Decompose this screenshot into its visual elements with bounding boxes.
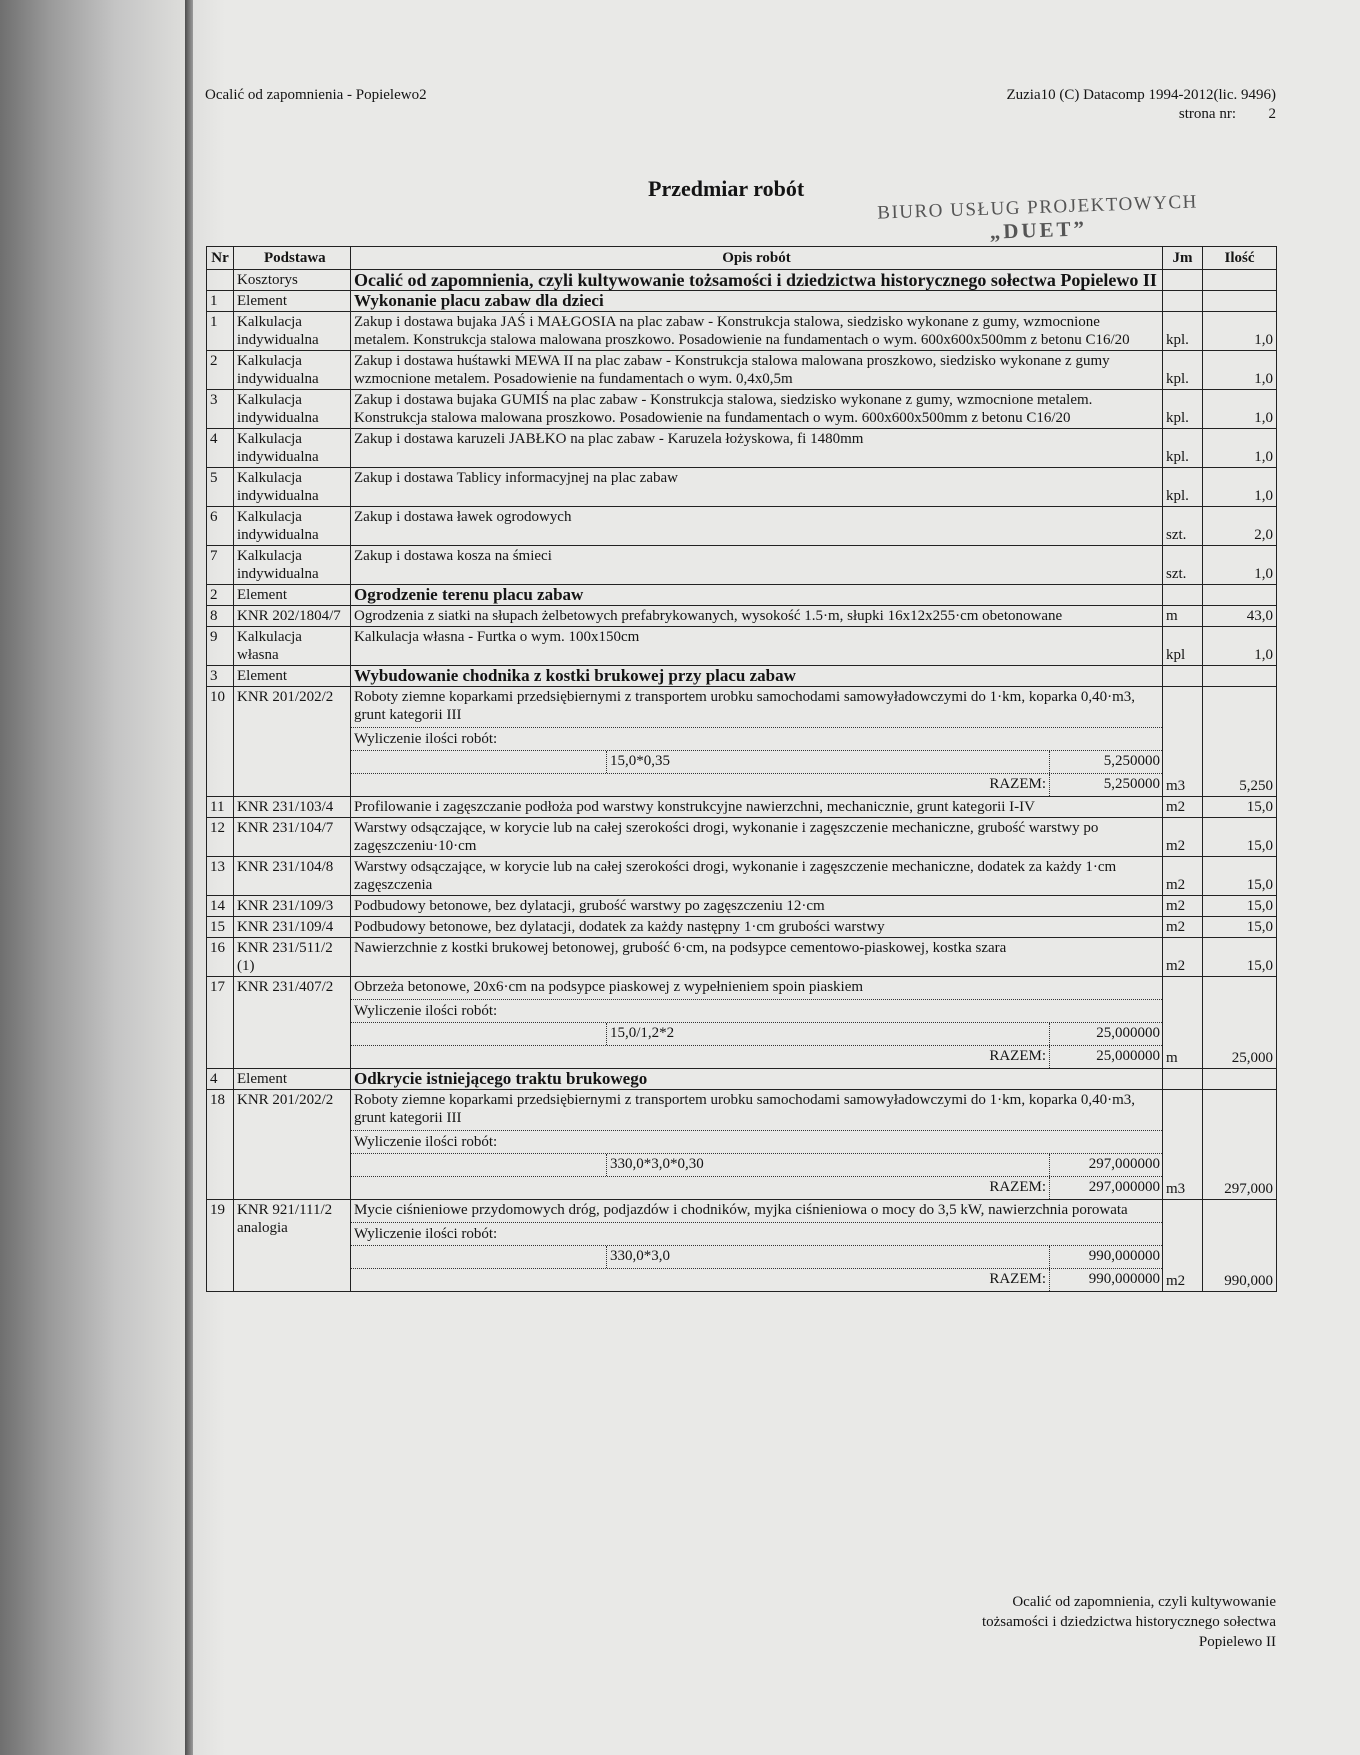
row-nr: 9: [207, 627, 234, 666]
row-podstawa: Kalkulacja własna: [234, 627, 351, 666]
row-jm: kpl.: [1163, 351, 1203, 390]
element-title: Wybudowanie chodnika z kostki brukowej przy placu zabaw: [351, 666, 1163, 687]
table-row: [207, 1200, 1277, 1292]
row-opis: Warstwy odsączające, w korycie lub na całej szerokości drogi, wykonanie i zagęszczenie mechaniczne, dodatek za każdy 1·cm zagęszczenia: [351, 857, 1163, 896]
row-jm: kpl.: [1163, 468, 1203, 507]
row-podstawa: Element: [234, 666, 351, 687]
calculation-value: 5,250000: [1049, 751, 1162, 773]
calculation-block: [351, 687, 1162, 796]
row-opis: Zakup i dostawa karuzeli JABŁKO na plac zabaw - Karuzela łożyskowa, fi 1480mm: [351, 429, 1163, 468]
page-indicator: [1006, 105, 1276, 124]
table-header-row: [207, 247, 1277, 270]
kosztorys-jm: [1163, 270, 1203, 291]
row-ilosc: 15,0: [1203, 896, 1277, 917]
table-row: [207, 468, 1277, 507]
row-opis: Warstwy odsączające, w korycie lub na całej szerokości drogi, wykonanie i zagęszczenie mechaniczne, grubość warstwy po zagęszczeniu·10·cm: [351, 818, 1163, 857]
razem-label: RAZEM:: [989, 1048, 1046, 1064]
col-nr: Nr: [207, 247, 234, 270]
row-nr: 14: [207, 896, 234, 917]
col-jm: Jm: [1163, 247, 1203, 270]
table-row: [207, 818, 1277, 857]
calculation-label: Wyliczenie ilości robót:: [351, 1222, 1162, 1245]
calculation-line: [351, 1022, 1162, 1045]
row-jm: m2: [1163, 896, 1203, 917]
row-nr: 19: [207, 1200, 234, 1292]
table-row: [207, 390, 1277, 429]
calculation-value: 297,000000: [1049, 1154, 1162, 1176]
row-podstawa: KNR 231/407/2: [234, 977, 351, 1069]
element-title: Ogrodzenie terenu placu zabaw: [351, 585, 1163, 606]
row-ilosc: 2,0: [1203, 507, 1277, 546]
row-ilosc: 15,0: [1203, 818, 1277, 857]
row-podstawa: Element: [234, 1069, 351, 1090]
row-opis-calculation: [351, 1200, 1163, 1292]
row-podstawa: KNR 231/104/7: [234, 818, 351, 857]
software-info: Zuzia10 (C) Datacomp 1994-2012(lic. 9496): [1006, 87, 1276, 103]
row-podstawa: KNR 201/202/2: [234, 1090, 351, 1200]
row-opis: Roboty ziemne koparkami przedsiębiernymi z transportem urobku samochodami samowyładowczymi do 1·km, koparka 0,40·m3, grunt kategorii III: [354, 689, 1136, 723]
footer: [982, 1592, 1276, 1652]
row-nr: 2: [207, 585, 234, 606]
page-label: strona nr:: [1178, 106, 1236, 122]
row-podstawa: Kalkulacja indywidualna: [234, 312, 351, 351]
row-nr: 12: [207, 818, 234, 857]
table-row: [207, 606, 1277, 627]
row-jm: m2: [1163, 857, 1203, 896]
kosztorys-row: [207, 270, 1277, 291]
row-podstawa: Kalkulacja indywidualna: [234, 546, 351, 585]
row-opis: Zakup i dostawa Tablicy informacyjnej na plac zabaw: [351, 468, 1163, 507]
row-ilosc: [1203, 1069, 1277, 1090]
calculation-block: [351, 977, 1162, 1068]
footer-line-3: Popielewo II: [1198, 1634, 1276, 1650]
row-jm: kpl.: [1163, 312, 1203, 351]
row-ilosc: 1,0: [1203, 390, 1277, 429]
calculation-value: 990,000000: [1049, 1246, 1162, 1268]
row-ilosc: 15,0: [1203, 797, 1277, 818]
razem-label: RAZEM:: [989, 1179, 1046, 1195]
row-nr: 17: [207, 977, 234, 1069]
row-podstawa: KNR 231/511/2 (1): [234, 938, 351, 977]
row-jm: m2: [1163, 917, 1203, 938]
col-opis: Opis robót: [351, 247, 1163, 270]
kosztorys-ilosc: [1203, 270, 1277, 291]
row-jm: m3: [1163, 1090, 1203, 1200]
row-opis: Podbudowy betonowe, bez dylatacji, dodatek za każdy następny 1·cm grubości warstwy: [351, 917, 1163, 938]
row-nr: 1: [207, 291, 234, 312]
row-nr: 5: [207, 468, 234, 507]
calculation-line: [351, 1153, 1162, 1176]
kosztorys-podstawa: Kosztorys: [234, 270, 351, 291]
row-jm: szt.: [1163, 507, 1203, 546]
calculation-block: [351, 1090, 1162, 1199]
row-nr: 8: [207, 606, 234, 627]
calculation-expression: 15,0*0,35: [606, 751, 1049, 773]
row-nr: 1: [207, 312, 234, 351]
row-ilosc: 15,0: [1203, 857, 1277, 896]
row-nr: 3: [207, 390, 234, 429]
footer-line-2: tożsamości i dziedzictwa historycznego sołectwa: [981, 1614, 1276, 1630]
row-podstawa: KNR 231/104/8: [234, 857, 351, 896]
row-jm: m: [1163, 977, 1203, 1069]
table-row: [207, 429, 1277, 468]
calculation-label: Wyliczenie ilości robót:: [351, 999, 1162, 1022]
row-opis: Zakup i dostawa ławek ogrodowych: [351, 507, 1163, 546]
calculation-label: Wyliczenie ilości robót:: [351, 727, 1162, 750]
razem-line: [351, 1176, 1162, 1199]
row-jm: m2: [1163, 938, 1203, 977]
calculation-expression: 330,0*3,0: [606, 1246, 1049, 1268]
row-ilosc: 1,0: [1203, 429, 1277, 468]
stamp-line-1: BIURO USŁUG PROJEKTOWYCH: [876, 191, 1199, 224]
row-ilosc: [1203, 666, 1277, 687]
page-number: 2: [1268, 106, 1276, 122]
calculation-expression: 15,0/1,2*2: [606, 1023, 1049, 1045]
footer-line-1: Ocalić od zapomnienia, czyli kultywowanie: [1012, 1594, 1276, 1610]
kosztorys-title: Ocalić od zapomnienia, czyli kultywowanie tożsamości i dziedzictwa historycznego sołectwa Popielewo II: [351, 270, 1163, 291]
row-jm: m3: [1163, 687, 1203, 797]
header-right: [1006, 86, 1276, 124]
razem-line: [351, 1268, 1162, 1291]
row-nr: 13: [207, 857, 234, 896]
row-nr: 4: [207, 429, 234, 468]
table-row: [207, 627, 1277, 666]
row-opis: Mycie ciśnieniowe przydomowych dróg, podjazdów i chodników, myjka ciśnieniowa o mocy do 3,5 kW, nawierzchnia porowata: [354, 1202, 1128, 1218]
row-ilosc: 1,0: [1203, 351, 1277, 390]
calculation-label: Wyliczenie ilości robót:: [351, 1130, 1162, 1153]
table-row: [207, 507, 1277, 546]
table-row: [207, 917, 1277, 938]
row-nr: 7: [207, 546, 234, 585]
razem-value: 297,000000: [1049, 1177, 1162, 1199]
table-row: [207, 312, 1277, 351]
row-jm: [1163, 291, 1203, 312]
razem-line: [351, 1045, 1162, 1068]
razem-line: [351, 773, 1162, 796]
element-title: Odkrycie istniejącego traktu brukowego: [351, 1069, 1163, 1090]
cost-estimate-table: [206, 246, 1277, 1292]
razem-value: 5,250000: [1049, 774, 1162, 796]
row-nr: 10: [207, 687, 234, 797]
row-opis: Zakup i dostawa bujaka GUMIŚ na plac zabaw - Konstrukcja stalowa, siedzisko wykonane z gumy, wzmocnione metalem. Konstrukcja stalowa malowana proszkowo. Posadowienie na fundamentach o wym. 600x600x500mm z betonu C16/20: [351, 390, 1163, 429]
row-opis: Nawierzchnie z kostki brukowej betonowej, grubość 6·cm, na podsypce cementowo-piaskowej, kostka szara: [351, 938, 1163, 977]
row-jm: m2: [1163, 1200, 1203, 1292]
row-ilosc: 990,000: [1203, 1200, 1277, 1292]
row-jm: kpl.: [1163, 429, 1203, 468]
col-ilosc: Ilość: [1203, 247, 1277, 270]
row-nr: 6: [207, 507, 234, 546]
row-podstawa: Kalkulacja indywidualna: [234, 390, 351, 429]
razem-label: RAZEM:: [989, 1271, 1046, 1287]
razem-label: RAZEM:: [989, 776, 1046, 792]
row-opis: Zakup i dostawa kosza na śmieci: [351, 546, 1163, 585]
element-row: [207, 585, 1277, 606]
row-ilosc: 1,0: [1203, 546, 1277, 585]
row-jm: [1163, 666, 1203, 687]
calculation-spacer: [351, 1023, 606, 1045]
row-opis-calculation: [351, 977, 1163, 1069]
row-nr: 3: [207, 666, 234, 687]
row-podstawa: KNR 921/111/2 analogia: [234, 1200, 351, 1292]
row-podstawa: Kalkulacja indywidualna: [234, 429, 351, 468]
calculation-line: [351, 750, 1162, 773]
table-row: [207, 857, 1277, 896]
row-podstawa: Kalkulacja indywidualna: [234, 468, 351, 507]
row-ilosc: 25,000: [1203, 977, 1277, 1069]
row-ilosc: 15,0: [1203, 938, 1277, 977]
row-podstawa: KNR 202/1804/7: [234, 606, 351, 627]
calculation-spacer: [351, 1246, 606, 1268]
element-row: [207, 1069, 1277, 1090]
row-jm: kpl.: [1163, 390, 1203, 429]
row-jm: [1163, 1069, 1203, 1090]
row-podstawa: KNR 231/103/4: [234, 797, 351, 818]
row-opis: Podbudowy betonowe, bez dylatacji, grubość warstwy po zagęszczeniu 12·cm: [351, 896, 1163, 917]
row-ilosc: 43,0: [1203, 606, 1277, 627]
row-jm: szt.: [1163, 546, 1203, 585]
col-podstawa: Podstawa: [234, 247, 351, 270]
row-opis: Kalkulacja własna - Furtka o wym. 100x150cm: [351, 627, 1163, 666]
row-podstawa: Kalkulacja indywidualna: [234, 351, 351, 390]
calculation-expression: 330,0*3,0*0,30: [606, 1154, 1049, 1176]
table-row: [207, 1090, 1277, 1200]
row-opis: Zakup i dostawa huśtawki MEWA II na plac zabaw - Konstrukcja stalowa malowana proszkowo, siedzisko wykonane z gumy wzmocnione metalem. Posadowienie na fundamentach o wym. 0,4x0,5m: [351, 351, 1163, 390]
row-nr: 2: [207, 351, 234, 390]
calculation-spacer: [351, 751, 606, 773]
razem-value: 25,000000: [1049, 1046, 1162, 1068]
row-podstawa: KNR 231/109/3: [234, 896, 351, 917]
row-nr: 18: [207, 1090, 234, 1200]
row-podstawa: Element: [234, 585, 351, 606]
row-opis: Zakup i dostawa bujaka JAŚ i MAŁGOSIA na plac zabaw - Konstrukcja stalowa, siedzisko wykonane z gumy, wzmocnione metalem. Konstrukcja stalowa malowana proszkowo. Posadowienie na fundamentach o wym. 600x600x500mm z betonu C16/20: [351, 312, 1163, 351]
row-opis: Roboty ziemne koparkami przedsiębiernymi z transportem urobku samochodami samowyładowczymi do 1·km, koparka 0,40·m3, grunt kategorii III: [354, 1092, 1136, 1126]
row-ilosc: 15,0: [1203, 917, 1277, 938]
table-row: [207, 896, 1277, 917]
row-opis: Obrzeża betonowe, 20x6·cm na podsypce piaskowej z wypełnieniem spoin piaskiem: [354, 979, 864, 995]
table-row: [207, 546, 1277, 585]
kosztorys-nr: [207, 270, 234, 291]
row-nr: 4: [207, 1069, 234, 1090]
row-opis: Ogrodzenia z siatki na słupach żelbetowych prefabrykowanych, wysokość 1.5·m, słupki 16x12x255·cm obetonowane: [351, 606, 1163, 627]
row-jm: m2: [1163, 818, 1203, 857]
element-title: Wykonanie placu zabaw dla dzieci: [351, 291, 1163, 312]
row-jm: m2: [1163, 797, 1203, 818]
row-podstawa: Kalkulacja indywidualna: [234, 507, 351, 546]
document-title: Przedmiar robót: [648, 176, 805, 201]
table-row: [207, 797, 1277, 818]
stamp: [867, 190, 1208, 248]
row-ilosc: [1203, 291, 1277, 312]
row-jm: kpl: [1163, 627, 1203, 666]
row-opis-calculation: [351, 1090, 1163, 1200]
calculation-value: 25,000000: [1049, 1023, 1162, 1045]
row-ilosc: 5,250: [1203, 687, 1277, 797]
page-edge: [185, 0, 193, 1755]
row-ilosc: 1,0: [1203, 627, 1277, 666]
stamp-line-2: „DUET”: [989, 216, 1088, 244]
row-podstawa: KNR 231/109/4: [234, 917, 351, 938]
element-row: [207, 291, 1277, 312]
table-row: [207, 977, 1277, 1069]
element-row: [207, 666, 1277, 687]
row-ilosc: 297,000: [1203, 1090, 1277, 1200]
razem-value: 990,000000: [1049, 1269, 1162, 1291]
table-row: [207, 351, 1277, 390]
row-ilosc: 1,0: [1203, 312, 1277, 351]
table-row: [207, 687, 1277, 797]
row-ilosc: 1,0: [1203, 468, 1277, 507]
table-row: [207, 938, 1277, 977]
row-podstawa: KNR 201/202/2: [234, 687, 351, 797]
row-opis-calculation: [351, 687, 1163, 797]
calculation-line: [351, 1245, 1162, 1268]
row-jm: m: [1163, 606, 1203, 627]
row-nr: 15: [207, 917, 234, 938]
row-nr: 16: [207, 938, 234, 977]
calculation-block: [351, 1200, 1162, 1291]
row-opis: Profilowanie i zagęszczanie podłoża pod warstwy konstrukcyjne nawierzchni, mechanicznie, grunt kategorii I-IV: [351, 797, 1163, 818]
row-jm: [1163, 585, 1203, 606]
calculation-spacer: [351, 1154, 606, 1176]
header-left: Ocalić od zapomnienia - Popielewo2: [205, 87, 427, 103]
row-podstawa: Element: [234, 291, 351, 312]
row-nr: 11: [207, 797, 234, 818]
row-ilosc: [1203, 585, 1277, 606]
